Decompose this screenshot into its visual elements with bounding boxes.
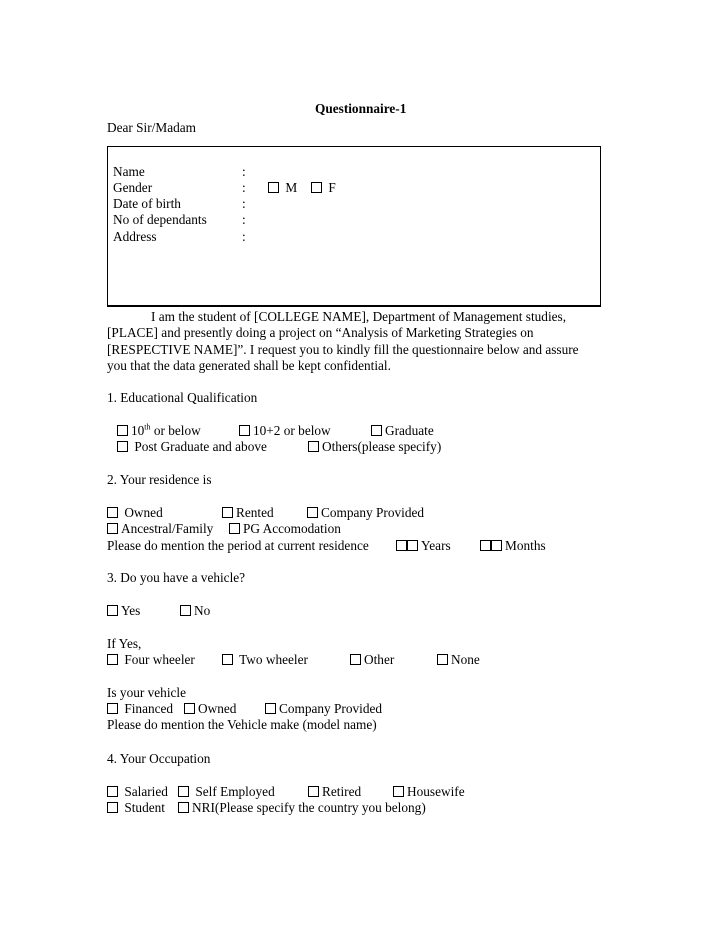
q2-heading: 2. Your residence is [107,472,212,487]
gender-label: Gender [113,180,153,195]
checkbox-icon[interactable] [180,605,191,616]
q3-option-two-wheeler[interactable]: Two wheeler [222,652,308,668]
q4-heading: 4. Your Occupation [107,751,211,766]
q2-years-field[interactable]: Years [396,538,451,554]
checkbox-icon[interactable] [107,786,118,797]
checkbox-icon[interactable] [393,786,404,797]
checkbox-icon[interactable] [107,507,118,518]
intro-line-1: I am the student of [COLLEGE NAME], Department of Management studies, [151,309,567,324]
gender-m-option[interactable]: M [268,180,297,196]
q3-option-other[interactable]: Other [350,652,394,668]
q2-option-pg[interactable]: PG Accomodation [229,521,341,537]
gender-f-option[interactable]: F [311,180,336,196]
q3-if-yes: If Yes, [107,636,142,651]
checkbox-icon[interactable] [437,654,448,665]
checkbox-icon[interactable] [107,654,118,665]
checkbox-icon[interactable] [407,540,418,551]
checkbox-icon[interactable] [117,441,128,452]
checkbox-icon[interactable] [184,703,195,714]
checkbox-icon[interactable] [268,182,279,193]
dob-label: Date of birth [113,196,181,211]
q4-option-salaried[interactable]: Salaried [107,784,168,800]
q3-option-yes[interactable]: Yes [107,603,140,619]
q3-option-no[interactable]: No [180,603,210,619]
checkbox-icon[interactable] [229,523,240,534]
q4-option-housewife[interactable]: Housewife [393,784,465,800]
q4-option-self-employed[interactable]: Self Employed [178,784,275,800]
checkbox-icon[interactable] [265,703,276,714]
salutation: Dear Sir/Madam [107,120,196,135]
q3-option-owned[interactable]: Owned [184,701,236,717]
q4-option-nri[interactable]: NRI(Please specify the country you belong) [178,800,426,816]
checkbox-icon[interactable] [178,802,189,813]
dependants-label: No of dependants [113,212,207,227]
q3-option-financed[interactable]: Financed [107,701,173,717]
q1-option-12[interactable]: 10+2 or below [239,423,331,439]
name-label: Name [113,164,145,179]
checkbox-icon[interactable] [311,182,322,193]
q3-heading: 3. Do you have a vehicle? [107,570,246,585]
q3-make-text: Please do mention the Vehicle make (model name) [107,717,377,732]
q3-is-vehicle: Is your vehicle [107,685,187,700]
checkbox-icon[interactable] [480,540,491,551]
checkbox-icon[interactable] [107,703,118,714]
checkbox-icon[interactable] [222,507,233,518]
q1-option-graduate[interactable]: Graduate [371,423,434,439]
checkbox-icon[interactable] [178,786,189,797]
checkbox-icon[interactable] [371,425,382,436]
checkbox-icon[interactable] [107,802,118,813]
intro-line-2: [PLACE] and presently doing a project on “Analysis of Marketing Strategies on [107,325,534,340]
q4-option-retired[interactable]: Retired [308,784,361,800]
q3-option-four-wheeler[interactable]: Four wheeler [107,652,195,668]
checkbox-icon[interactable] [222,654,233,665]
q2-period-text: Please do mention the period at current residence [107,538,369,553]
checkbox-icon[interactable] [239,425,250,436]
name-colon: : [242,164,246,179]
q2-option-rented[interactable]: Rented [222,505,274,521]
q2-option-company[interactable]: Company Provided [307,505,424,521]
checkbox-icon[interactable] [307,507,318,518]
dependants-colon: : [242,212,246,227]
q2-option-owned[interactable]: Owned [107,505,163,521]
q1-heading: 1. Educational Qualification [107,390,258,405]
q1-option-others[interactable]: Others(please specify) [308,439,441,455]
address-label: Address [113,229,157,244]
q4-option-student[interactable]: Student [107,800,165,816]
q2-months-field[interactable]: Months [480,538,546,554]
checkbox-icon[interactable] [396,540,407,551]
q1-option-pg[interactable]: Post Graduate and above [117,439,267,455]
address-colon: : [242,229,246,244]
checkbox-icon[interactable] [491,540,502,551]
q3-option-company[interactable]: Company Provided [265,701,382,717]
intro-line-3: [RESPECTIVE NAME]”. I request you to kindly fill the questionnaire below and assure [107,342,579,357]
checkbox-icon[interactable] [350,654,361,665]
checkbox-icon[interactable] [107,523,118,534]
checkbox-icon[interactable] [117,425,128,436]
checkbox-icon[interactable] [107,605,118,616]
q3-option-none[interactable]: None [437,652,480,668]
intro-line-4: you that the data generated shall be kept confidential. [107,358,391,373]
checkbox-icon[interactable] [308,786,319,797]
checkbox-icon[interactable] [308,441,319,452]
q1-option-10th[interactable]: 10th or below [117,423,201,439]
dob-colon: : [242,196,246,211]
q2-option-ancestral[interactable]: Ancestral/Family [107,521,213,537]
page-title: Questionnaire-1 [315,101,407,116]
gender-colon: : [242,180,246,195]
